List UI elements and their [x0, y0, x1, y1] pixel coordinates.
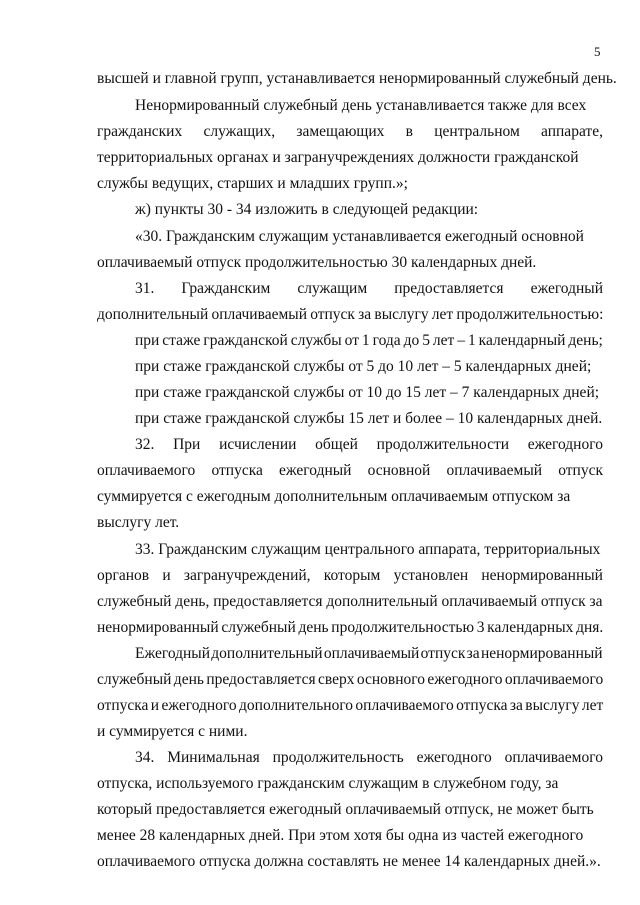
- paragraph-first-line: [135, 541, 600, 559]
- text-segment: менее 28 календарных дней. При этом хотя бы одна из частей ежегодного: [97, 827, 584, 844]
- text-segment: Ежегодный дополнительный оплачиваемый отпуск за ненормированный: [135, 645, 603, 662]
- word: и: [162, 567, 171, 584]
- word: предоставляется: [394, 280, 504, 297]
- text-line: [97, 514, 179, 532]
- word: продолжительности: [376, 436, 510, 453]
- justified-line: [135, 436, 603, 454]
- word: органов: [97, 567, 150, 584]
- text-line: [97, 70, 617, 88]
- text-segment: при стаже гражданской службы от 1 года до 5 лет – 1 календарный день;: [135, 332, 603, 349]
- page-number: 5: [594, 44, 601, 59]
- word: ежегодный: [530, 280, 603, 297]
- text-line: [97, 149, 579, 167]
- paragraph-first-line: [135, 201, 478, 219]
- text-segment: отпуска, используемого гражданским служащим в служебном году, за: [97, 775, 559, 792]
- text-line: [97, 853, 601, 871]
- word: ежегодного: [527, 436, 603, 453]
- text-segment: и суммируется с ними.: [97, 723, 248, 740]
- word: установлен: [393, 567, 469, 584]
- word: 34.: [135, 749, 155, 766]
- text-line: [97, 254, 536, 272]
- text-segment: при стаже гражданской службы от 5 до 10 лет – 5 календарных дней;: [135, 358, 592, 375]
- word: 32.: [135, 436, 155, 453]
- text-segment: 33. Гражданским служащим центрального аппарата, территориальных: [135, 541, 601, 558]
- paragraph-first-line: [135, 645, 603, 663]
- word: центральном: [434, 123, 520, 140]
- text-segment: территориальных органах и загранучреждениях должности гражданской: [97, 149, 579, 166]
- word: При: [173, 436, 201, 453]
- word: основной: [367, 462, 431, 479]
- list-item: [135, 332, 603, 350]
- text-segment: оплачиваемого отпуска должна составлять не менее 14 календарных дней.».: [97, 853, 601, 870]
- text-segment: ненормированный служебный день продолжительностью 3 календарных дня.: [97, 619, 604, 636]
- text-line: [97, 827, 583, 845]
- text-line: [97, 593, 603, 611]
- word: служащим: [297, 280, 368, 297]
- text-segment: дополнительный оплачиваемый отпуск за выслугу лет продолжительностью:: [97, 306, 604, 323]
- word: Гражданским: [181, 280, 271, 297]
- list-item: [135, 384, 599, 402]
- text-line: [97, 697, 603, 715]
- justified-line: [97, 567, 603, 585]
- text-segment: Ненормированный служебный день устанавливается также для всех: [135, 97, 587, 114]
- word: ежегодного: [416, 749, 492, 766]
- justified-line: [135, 280, 603, 298]
- text-line: [97, 671, 603, 689]
- word: исчислении: [219, 436, 297, 453]
- word: оплачиваемый: [446, 462, 543, 479]
- paragraph-first-line: [135, 228, 584, 246]
- justified-line: [97, 462, 603, 480]
- text-segment: выслугу лет.: [97, 514, 180, 531]
- word: оплачиваемого: [97, 462, 196, 479]
- word: общей: [315, 436, 358, 453]
- word: ненормированный: [481, 567, 603, 584]
- word: отпуск: [558, 462, 603, 479]
- word: загранучреждений,: [183, 567, 311, 584]
- text-segment: службы ведущих, старших и младших групп.»;: [97, 175, 408, 192]
- justified-line: [135, 749, 603, 767]
- word: отпуска: [211, 462, 263, 479]
- list-item: [135, 358, 591, 376]
- text-segment: при стаже гражданской службы от 10 до 15 лет – 7 календарных дней;: [135, 384, 600, 401]
- word: оплачиваемого: [504, 749, 603, 766]
- word: гражданских: [97, 123, 183, 140]
- justified-line: [97, 123, 603, 141]
- text-line: [97, 488, 570, 506]
- text-line: [97, 175, 408, 193]
- text-segment: отпуска и ежегодного дополнительного оплачиваемого отпуска за выслугу лет: [97, 697, 604, 714]
- word: в: [405, 123, 413, 140]
- word: аппарате,: [541, 123, 603, 140]
- text-segment: оплачиваемый отпуск продолжительностью 30 календарных дней.: [97, 254, 537, 271]
- word: продолжительность: [272, 749, 404, 766]
- text-segment: суммируется с ежегодным дополнительным оплачиваемым отпуском за: [97, 488, 571, 505]
- text-segment: «30. Гражданским служащим устанавливается ежегодный основной: [135, 228, 584, 245]
- word: которым: [323, 567, 381, 584]
- text-line: [97, 723, 247, 741]
- text-line: [97, 306, 603, 324]
- word: Минимальная: [167, 749, 260, 766]
- text-line: [97, 775, 558, 793]
- text-segment: ж) пункты 30 - 34 изложить в следующей редакции:: [135, 201, 479, 218]
- text-line: [97, 619, 603, 637]
- text-segment: высшей и главной групп, устанавливается ненормированный служебный день.: [97, 70, 617, 87]
- text-segment: служебный день предоставляется сверх основного ежегодного оплачиваемого: [97, 671, 604, 688]
- word: замещающих: [296, 123, 385, 140]
- paragraph-first-line: [135, 97, 603, 115]
- text-segment: служебный день, предоставляется дополнительный оплачиваемый отпуск за: [97, 593, 603, 610]
- text-line: [97, 801, 594, 819]
- word: служащих,: [203, 123, 276, 140]
- word: 31.: [135, 280, 155, 297]
- text-segment: при стаже гражданской службы 15 лет и более – 10 календарных дней.: [135, 410, 603, 427]
- list-item: [135, 410, 602, 428]
- text-segment: который предоставляется ежегодный оплачиваемый отпуск, не может быть: [97, 801, 594, 818]
- word: ежегодный: [279, 462, 352, 479]
